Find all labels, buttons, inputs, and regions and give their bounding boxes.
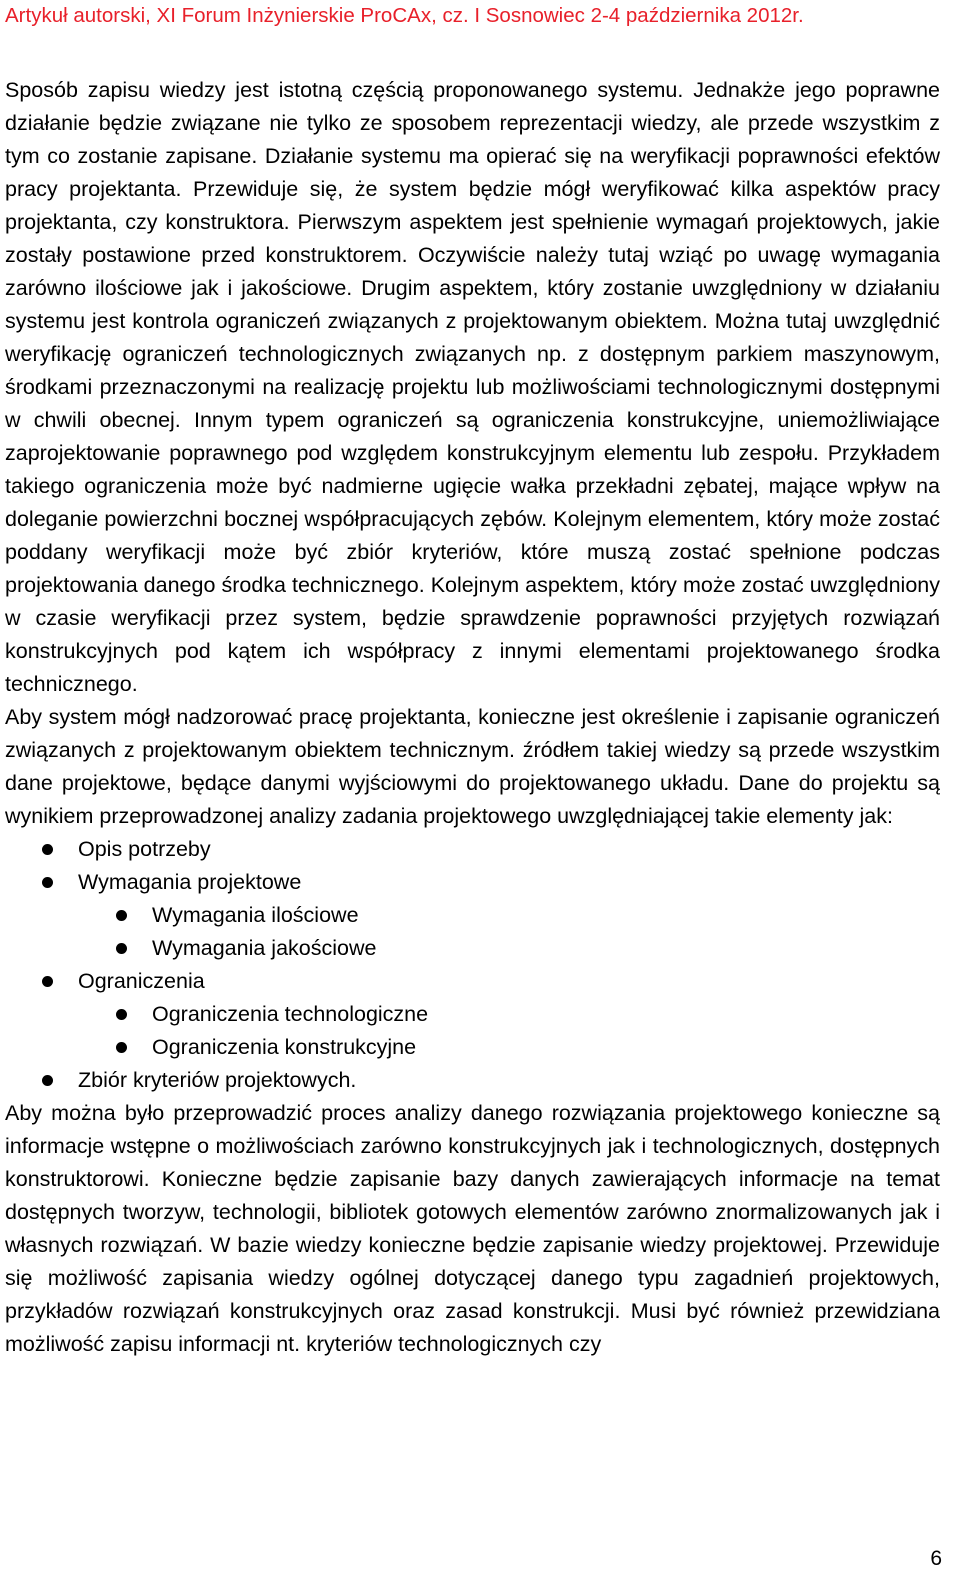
body-paragraph-2: Aby system mógł nadzorować pracę projektanta, konieczne jest określenie i zapisanie ograniczeń związanych z projektowanym obiektem technicznym. źródłem takiej wiedzy są przede wszystkim dane projektowe, będące danymi wyjściowymi do projektowanego układu. Dane do projektu są wynikiem przeprowadzonej analizy zadania projektowego uwzględniającej takie elementy jak:	[5, 705, 940, 828]
list-item-text: Ograniczenia technologiczne	[152, 1002, 429, 1026]
bullet-icon	[116, 910, 127, 921]
list-item-text: Opis potrzeby	[78, 837, 211, 861]
list-subitem	[5, 1031, 940, 1064]
list-item-text: Wymagania jakościowe	[152, 936, 377, 960]
body-paragraph-3: Aby można było przeprowadzić proces analizy danego rozwiązania projektowego konieczne są informacje wstępne o możliwościach zarówno konstrukcyjnych jak i technologicznych, dostępnych konstruktorowi. Konieczne będzie zapisanie bazy danych zawierających informacje na temat dostępnych tworzyw, technologii, bibliotek gotowych elementów zarówno znormalizowanych jak i własnych rozwiązań. W bazie wiedzy konieczne będzie zapisanie wiedzy projektowej. Przewiduje się możliwość zapisania wiedzy ogólnej dotyczącej danego typu zagadnień projektowych, przykładów rozwiązań konstrukcyjnych oraz zasad konstrukcji. Musi być również przewidziana możliwość zapisu informacji nt. kryteriów technologicznych czy	[5, 1101, 940, 1356]
list-item	[5, 965, 940, 998]
list-item	[5, 833, 940, 866]
list-item-text: Ograniczenia	[78, 969, 205, 993]
list-item-text: Ograniczenia konstrukcyjne	[152, 1035, 417, 1059]
bullet-icon	[116, 1009, 127, 1020]
bullet-icon	[116, 1042, 127, 1053]
bullet-icon	[42, 976, 53, 987]
body-paragraph-1: Sposób zapisu wiedzy jest istotną częścią proponowanego systemu. Jednakże jego poprawne działanie będzie związane nie tylko ze sposobem reprezentacji wiedzy, ale przede wszystkim z tym co zostanie zapisane. Działanie systemu ma opierać się na weryfikacji poprawności efektów pracy projektanta. Przewiduje się, że system będzie mógł weryfikować kilka aspektów pracy projektanta, czy konstruktora. Pierwszym aspektem jest spełnienie wymagań projektowych, jakie zostały postawione przed konstruktorem. Oczywiście należy tutaj wziąć po uwagę wymagania zarówno ilościowe jak i jakościowe. Drugim aspektem, który zostanie uwzględniony w działaniu systemu jest kontrola ograniczeń związanych z projektowanym obiektem. Można tutaj uwzględnić weryfikację ograniczeń technologicznych związanych np. z dostępnym parkiem maszynowym, środkami przeznaczonymi na realizację projektu lub możliwościami technologicznymi dostępnymi w chwili obecnej. Innym typem ograniczeń są ograniczenia konstrukcyjne, uniemożliwiające zaprojektowanie poprawnego pod względem konstrukcyjnym elementu lub zespołu. Przykładem takiego ograniczenia może być nadmierne ugięcie wałka przekładni zębatej, mające wpływ na doleganie powierzchni bocznej współpracujących zębów. Kolejnym elementem, który może zostać poddany weryfikacji może być zbiór kryteriów, które muszą zostać spełnione podczas projektowania danego środka technicznego. Kolejnym aspektem, który może zostać uwzględniony w czasie weryfikacji przez system, będzie sprawdzenie poprawności przyjętych rozwiązań konstrukcyjnych pod kątem ich współpracy z innymi elementami projektowanego środka technicznego.	[5, 78, 940, 696]
list-subitem	[5, 932, 940, 965]
document-body	[5, 74, 940, 1361]
list-item-text: Wymagania ilościowe	[152, 903, 359, 927]
page-number: 6	[930, 1547, 942, 1570]
bullet-icon	[42, 844, 53, 855]
bullet-icon	[42, 877, 53, 888]
list-item-text: Zbiór kryteriów projektowych.	[78, 1068, 357, 1092]
bullet-icon	[116, 943, 127, 954]
list-item-text: Wymagania projektowe	[78, 870, 302, 894]
document-header: Artykuł autorski, XI Forum Inżynierskie ProCAx, cz. I Sosnowiec 2-4 października 2012r.	[5, 4, 804, 27]
list-subitem	[5, 998, 940, 1031]
bullet-icon	[42, 1075, 53, 1086]
requirements-list	[5, 833, 940, 1097]
list-subitem	[5, 899, 940, 932]
list-item	[5, 866, 940, 899]
list-item	[5, 1064, 940, 1097]
